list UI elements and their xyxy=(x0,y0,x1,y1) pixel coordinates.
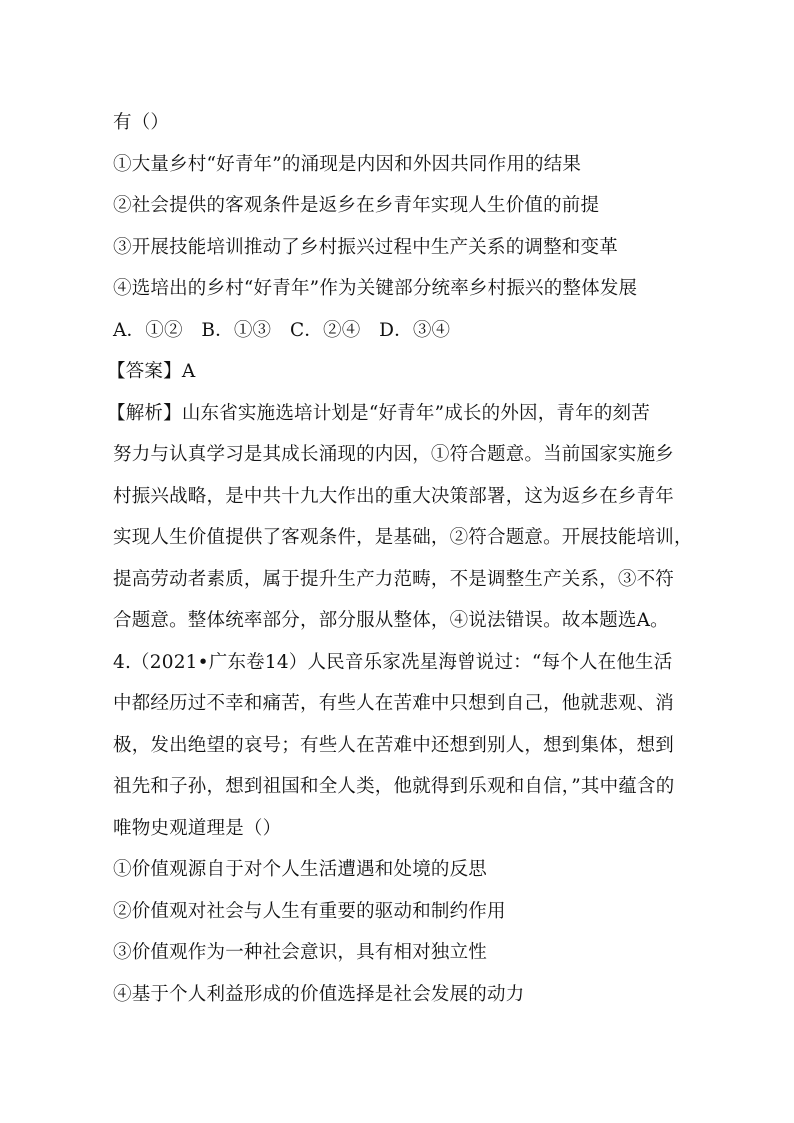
question-3-analysis-line-1 xyxy=(107,393,693,435)
question-3-answer xyxy=(107,351,693,393)
question-4-option-1: ①价值观源自于对个人生活遭遇和处境的反思 xyxy=(113,859,488,880)
answer-value: A xyxy=(181,361,196,382)
question-3-option-3: ③开展技能培训推动了乡村振兴过程中生产关系的调整和变革 xyxy=(113,236,618,258)
question-4-option-3: ③价值观作为一种社会意识，具有相对独立性 xyxy=(113,942,488,963)
question-3-option-2: ②社会提供的客观条件是返乡在乡青年实现人生价值的前提 xyxy=(113,195,600,216)
question-3-analysis-line-5: 提高劳动者素质，属于提升生产力范畴，不是调整生产关系，③不符 xyxy=(113,568,675,590)
document-body xyxy=(107,102,693,1015)
question-4-option-2: ②价值观对社会与人生有重要的驱动和制约作用 xyxy=(113,900,506,922)
question-4-stem-line-5: 唯物史观道理是（） xyxy=(113,817,282,839)
analysis-label: 【解析】 xyxy=(107,402,182,424)
question-4-stem-line-3: 极，发出绝望的哀号；有些人在苦难中还想到别人，想到集体，想到 xyxy=(113,734,675,756)
question-3-analysis-line-6: 合题意。整体统率部分，部分服从整体，④说法错误。故本题选A。 xyxy=(113,610,669,631)
question-3-choices: A．①② B．①③ C．②④ D．③④ xyxy=(113,319,451,341)
question-3-option-4: ④选培出的乡村“好青年”作为关键部分统率乡村振兴的整体发展 xyxy=(113,278,638,299)
question-3-analysis-line-2: 努力与认真学习是其成长涌现的内因，①符合题意。当前国家实施乡 xyxy=(113,444,675,465)
analysis-text: 山东省实施选培计划是“好青年”成长的外因，青年的刻苦 xyxy=(181,402,650,424)
question-4-option-4: ④基于个人利益形成的价值选择是社会发展的动力 xyxy=(113,983,525,1005)
answer-label: 【答案】 xyxy=(107,361,182,382)
question-4-stem-line-2: 中都经历过不幸和痛苦，有些人在苦难中只想到自己，他就悲观、消 xyxy=(113,693,675,714)
question-3-option-1: ①大量乡村“好青年”的涌现是内因和外因共同作用的结果 xyxy=(113,153,582,175)
question-3-analysis-line-4: 实现人生价值提供了客观条件，是基础，②符合题意。开展技能培训， xyxy=(113,527,693,548)
question-3-analysis-line-3: 村振兴战略，是中共十九大作出的重大决策部署，这为返乡在乡青年 xyxy=(113,485,675,507)
question-4-stem-line-1: 4.（2021•广东卷14）人民音乐家冼星海曾说过：“每个人在他生活 xyxy=(113,651,673,673)
question-4-stem-line-4: 祖先和子孙，想到祖国和全人类，他就得到乐观和自信，”其中蕴含的 xyxy=(113,776,675,797)
question-3-tail: 有（） xyxy=(113,112,170,133)
